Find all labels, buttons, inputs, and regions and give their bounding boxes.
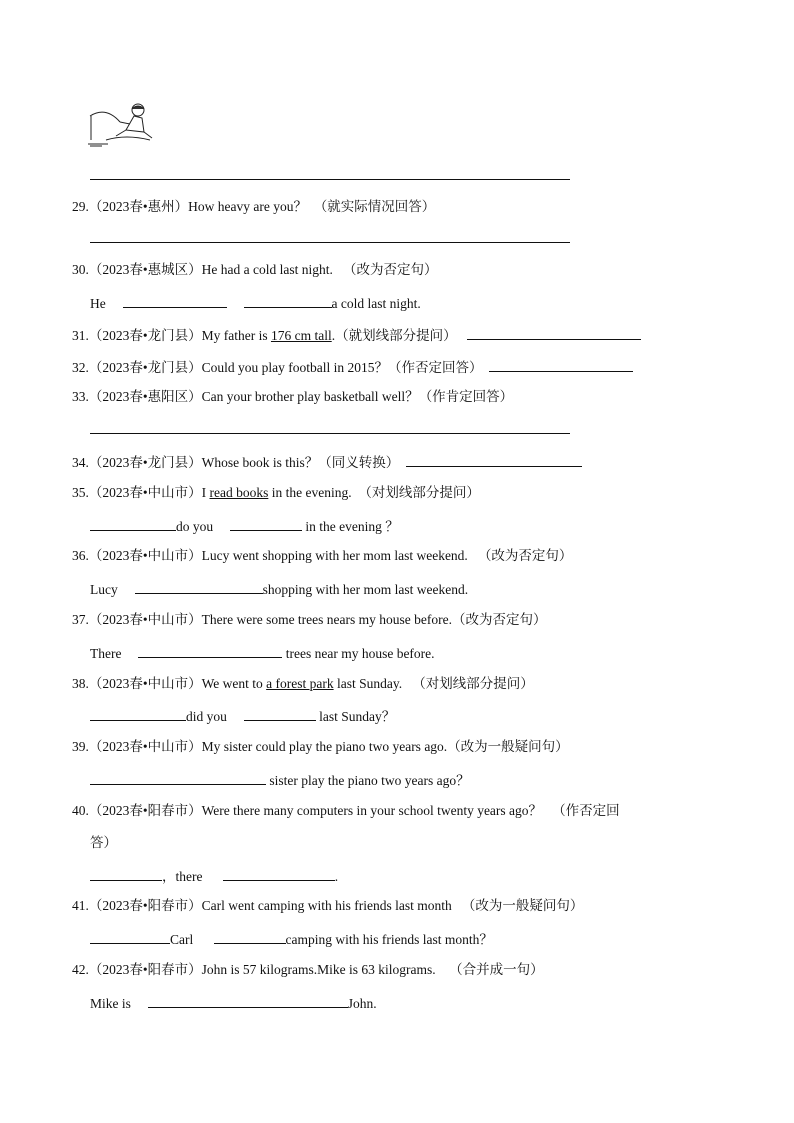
question-source: （2023春•中山市） — [88, 676, 202, 691]
answer-blank[interactable] — [90, 516, 176, 531]
question-source: （2023春•阳春市） — [88, 962, 202, 977]
question-source: （2023春•阳春市） — [88, 898, 202, 913]
answer-41 — [90, 929, 493, 949]
underlined-phrase: 176 cm tall — [270, 328, 332, 343]
answer-prefix: He — [90, 296, 106, 311]
answer-middle: ，there — [162, 869, 203, 884]
question-number: 41. — [72, 898, 89, 913]
answer-blank[interactable] — [90, 706, 186, 721]
answer-blank[interactable] — [467, 325, 641, 340]
question-number: 39. — [72, 739, 89, 754]
question-text: Carl went camping with his friends last month — [201, 898, 452, 913]
answer-middle: do you — [176, 519, 214, 534]
question-instruction: （改为一般疑问句） — [447, 739, 569, 754]
answer-blank[interactable] — [90, 929, 170, 944]
question-42 — [72, 961, 544, 979]
question-text: We went to — [201, 676, 263, 691]
question-instruction-end: 答） — [90, 835, 117, 850]
question-text: There were some trees nears my house before. — [201, 612, 452, 627]
question-31 — [72, 325, 641, 345]
question-41 — [72, 897, 583, 915]
question-35 — [72, 484, 480, 502]
answer-blank[interactable] — [244, 706, 316, 721]
answer-suffix: . — [334, 869, 339, 884]
question-source: （2023春•龙门县） — [88, 455, 202, 470]
question-text: I — [201, 485, 207, 500]
question-30 — [72, 261, 437, 279]
question-number: 29. — [72, 199, 89, 214]
question-29 — [72, 198, 435, 216]
answer-blank[interactable] — [123, 293, 227, 308]
answer-middle: Carl — [170, 932, 194, 947]
question-instruction: （同义转换） — [318, 455, 400, 470]
question-instruction: （对划线部分提问） — [358, 485, 480, 500]
question-instruction: （改为否定句） — [342, 262, 438, 277]
question-number: 31. — [72, 328, 89, 343]
answer-suffix: last Sunday？ — [319, 709, 396, 724]
question-instruction: （作否定回答） — [387, 360, 483, 375]
answer-suffix: trees near my house before. — [285, 646, 435, 661]
question-33 — [72, 388, 513, 406]
answer-blank[interactable] — [138, 643, 282, 658]
answer-suffix: a cold last night. — [331, 296, 421, 311]
question-text: John is 57 kilograms.Mike is 63 kilograms. — [201, 962, 436, 977]
answer-prefix: Lucy — [90, 582, 118, 597]
question-text: Can your brother play basketball well？ — [201, 389, 419, 404]
question-38 — [72, 675, 534, 693]
question-text: My father is — [201, 328, 268, 343]
question-number: 33. — [72, 389, 89, 404]
question-source: （2023春•中山市） — [88, 485, 202, 500]
question-text: Lucy went shopping with her mom last weekend. — [201, 548, 468, 563]
answer-blank[interactable] — [135, 579, 263, 594]
answer-blank[interactable] — [223, 866, 335, 881]
question-number: 34. — [72, 455, 89, 470]
answer-37 — [90, 643, 435, 663]
answer-blank[interactable] — [406, 452, 582, 467]
question-text: Could you play football in 2015？ — [201, 360, 388, 375]
question-source: （2023春•中山市） — [88, 739, 202, 754]
answer-blank[interactable] — [90, 770, 266, 785]
answer-line-29[interactable] — [90, 242, 570, 243]
answer-suffix: camping with his friends last month？ — [285, 932, 493, 947]
question-text: Were there many computers in your school twenty years ago？ — [201, 803, 543, 818]
answer-suffix: in the evening ？ — [305, 519, 399, 534]
question-number: 32. — [72, 360, 89, 375]
question-source: （2023春•龙门县） — [88, 360, 202, 375]
answer-blank[interactable] — [214, 929, 286, 944]
answer-39 — [90, 770, 470, 790]
answer-40 — [90, 866, 338, 886]
question-instruction: （作否定回 — [552, 803, 620, 818]
question-instruction: （改为否定句） — [452, 612, 547, 627]
answer-line-33[interactable] — [90, 433, 570, 434]
question-number: 35. — [72, 485, 89, 500]
question-36 — [72, 547, 572, 565]
answer-36 — [90, 579, 468, 599]
fishing-boy-illustration — [86, 100, 158, 148]
question-37 — [72, 611, 547, 629]
question-source: （2023春•中山市） — [88, 548, 202, 563]
question-instruction: （作肯定回答） — [418, 389, 514, 404]
question-text-end: . — [331, 328, 336, 343]
question-text-end: last Sunday. — [336, 676, 403, 691]
question-40 — [72, 802, 620, 820]
underlined-phrase: a forest park — [266, 676, 334, 691]
question-40-continued — [90, 834, 117, 852]
answer-blank[interactable] — [230, 516, 302, 531]
answer-suffix: sister play the piano two years ago？ — [269, 773, 470, 788]
answer-blank[interactable] — [489, 357, 633, 372]
question-34 — [72, 452, 582, 472]
question-instruction: （改为一般疑问句） — [461, 898, 584, 913]
question-source: （2023春•惠州） — [88, 199, 189, 214]
question-instruction: （就划线部分提问） — [335, 328, 457, 343]
question-text: Whose book is this？ — [201, 455, 319, 470]
answer-middle: did you — [186, 709, 227, 724]
question-text: How heavy are you？ — [188, 199, 307, 214]
question-text: My sister could play the piano two years ago. — [201, 739, 448, 754]
question-instruction: （就实际情况回答） — [313, 199, 436, 214]
question-source: （2023春•惠阳区） — [88, 389, 202, 404]
question-text-end: in the evening. — [271, 485, 352, 500]
question-instruction: （对划线部分提问） — [412, 676, 534, 691]
answer-blank[interactable] — [148, 993, 348, 1008]
answer-prefix: Mike is — [90, 996, 131, 1011]
question-source: （2023春•龙门县） — [88, 328, 202, 343]
question-number: 37. — [72, 612, 89, 627]
answer-30 — [90, 293, 421, 313]
question-39 — [72, 738, 569, 756]
answer-suffix: shopping with her mom last weekend. — [262, 582, 469, 597]
question-source: （2023春•惠城区） — [88, 262, 202, 277]
underlined-phrase: read books — [209, 485, 269, 500]
answer-line-28[interactable] — [90, 179, 570, 180]
question-number: 30. — [72, 262, 89, 277]
answer-38 — [90, 706, 395, 726]
question-instruction: （改为否定句） — [477, 548, 573, 563]
question-32 — [72, 357, 633, 377]
question-number: 36. — [72, 548, 89, 563]
answer-35 — [90, 516, 399, 536]
question-source: （2023春•中山市） — [88, 612, 202, 627]
question-number: 38. — [72, 676, 89, 691]
answer-suffix: John. — [347, 996, 377, 1011]
question-number: 40. — [72, 803, 89, 818]
answer-42 — [90, 993, 377, 1013]
answer-blank[interactable] — [90, 866, 162, 881]
answer-blank[interactable] — [244, 293, 332, 308]
answer-prefix: There — [90, 646, 122, 661]
question-text: He had a cold last night. — [201, 262, 333, 277]
question-instruction: （合并成一句） — [449, 962, 544, 977]
question-source: （2023春•阳春市） — [88, 803, 202, 818]
question-number: 42. — [72, 962, 89, 977]
